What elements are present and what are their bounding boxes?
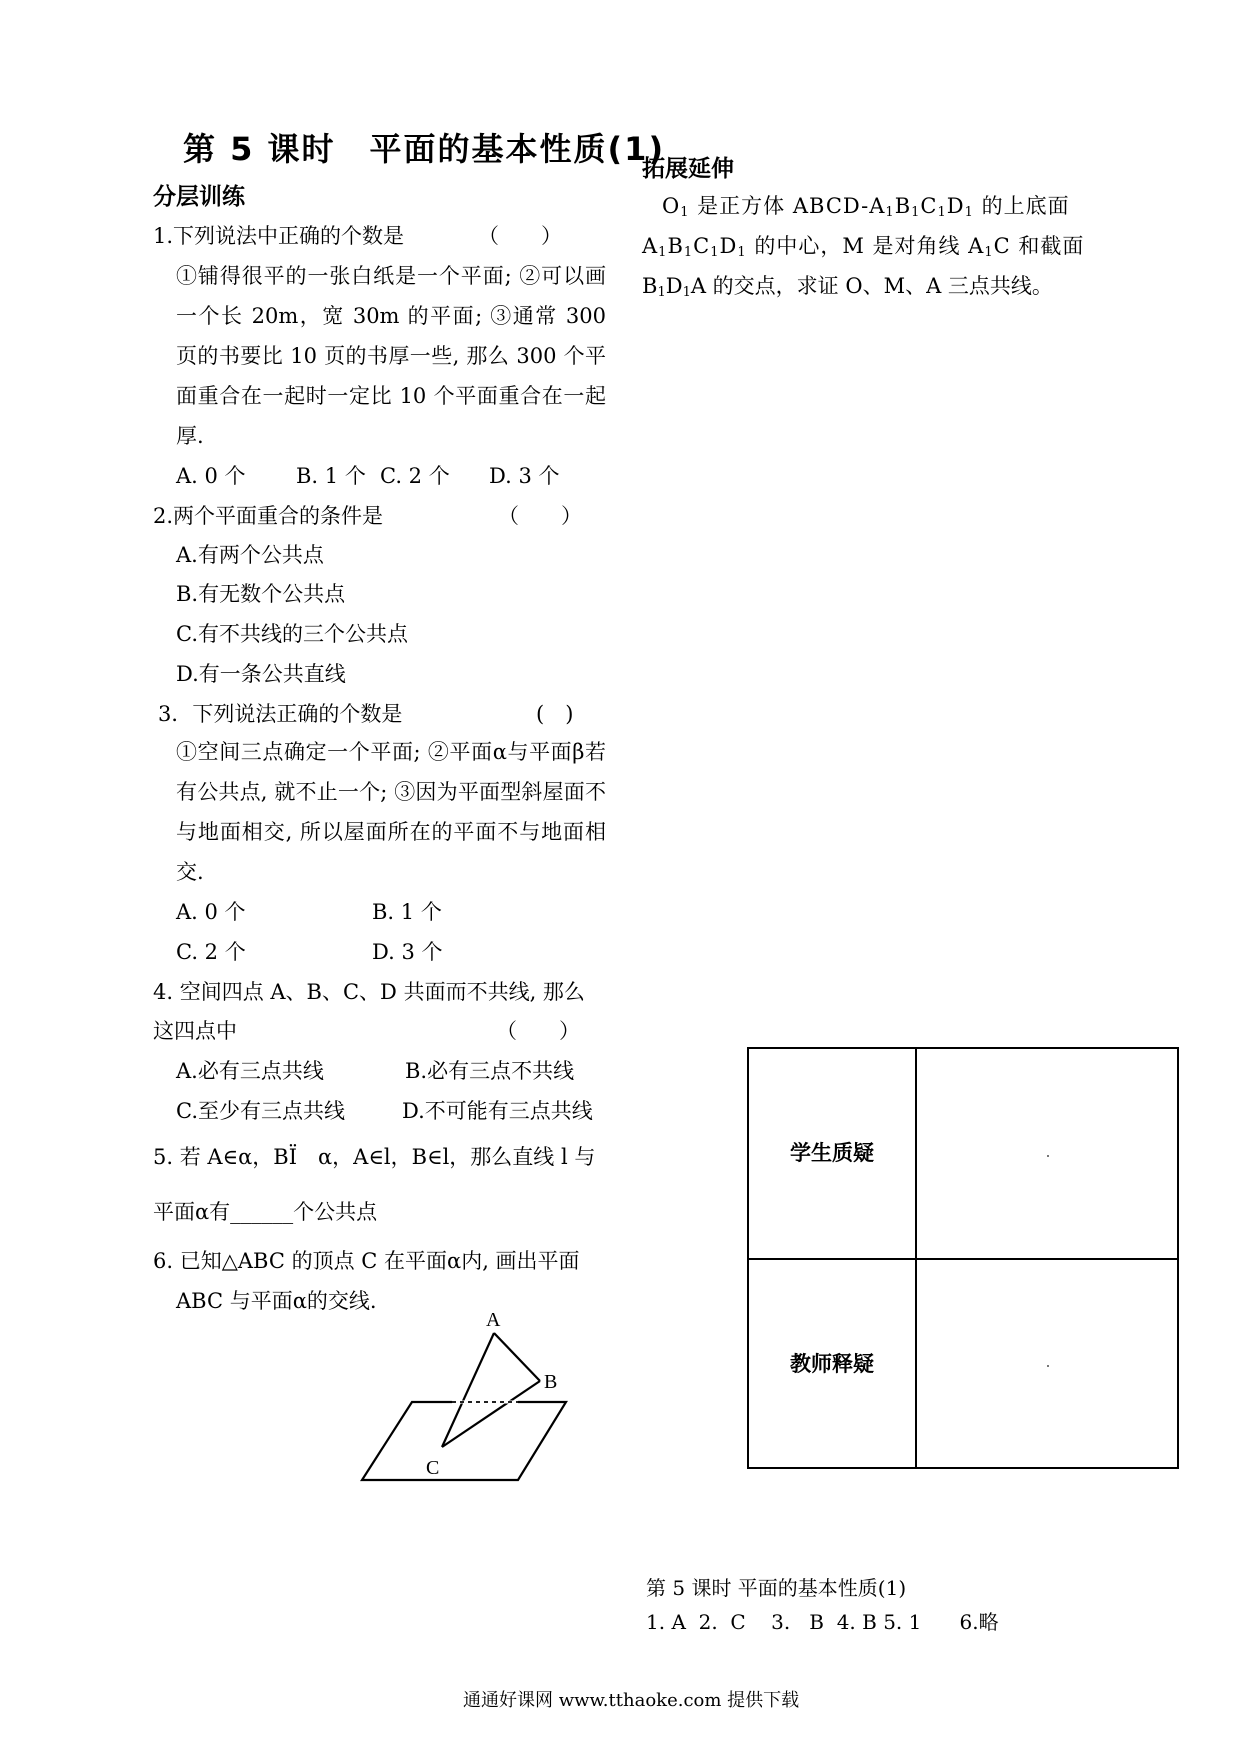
q6-line1: 6. 已知△ABC 的顶点 C 在平面α内, 画出平面 [153,1249,580,1273]
extension-problem-line3: $B_1D_1A$ 的交点，求证 O、M、A 三点共线。 [642,274,1053,300]
q5-line1: 5. 若 A∈α，BÏ α，A∈l，B∈l，那么直线 l 与 [153,1145,596,1169]
q4-stem-line2: 这四点中 [153,1019,237,1043]
q3-option-c: C. 2 个 [176,940,246,964]
q1-option-c: C. 2 个 [380,464,450,488]
plane-alpha-parallelogram [362,1402,566,1480]
q1-option-a: A. 0 个 [176,464,246,488]
extension-problem-line1: $O_1$ 是正方体 ABCD-$A_1B_1C_1D_1$ 的上底面 [662,194,1070,220]
q4-option-c: C.至少有三点共线 [176,1099,345,1123]
q1-option-d: D. 3 个 [489,464,560,488]
q1-answer-paren: （ ） [478,224,562,248]
q2-option-c: C.有不共线的三个公共点 [176,622,408,646]
q3-option-b: B. 1 个 [372,900,442,924]
triangle-side-ab [494,1333,540,1381]
section-heading-training: 分层训练 [153,184,245,210]
q1-body: ①铺得很平的一张白纸是一个平面; ②可以画一个长 20m，宽 30m 的平面; ③通常 300 页的书要比 10 页的书厚一些, 那么 300 个平面重合在一起时一定比 10 个平面重合在一起厚. [176,264,606,448]
q6-line2: ABC 与平面α的交线. [176,1289,377,1313]
answers-list: 1. A 2. C 3. B 4. B 5. 1 6.略 [646,1610,999,1634]
teacher-answer-label: 教师释疑 [790,1352,874,1376]
student-question-cell[interactable] [917,1049,1177,1258]
q1-option-b: B. 1 个 [296,464,366,488]
q4-option-d: D.不可能有三点共线 [402,1099,593,1123]
q4-option-a: A.必有三点共线 [176,1059,324,1083]
q4-answer-paren: （ ） [496,1019,580,1043]
answers-title: 第 5 课时 平面的基本性质(1) [646,1576,907,1600]
footer-credit: 通通好课网 www.tthaoke.com 提供下载 [463,1690,800,1711]
q3-body: ①空间三点确定一个平面; ②平面α与平面β若有公共点, 就不止一个; ③因为平面型斜屋面不与地面相交, 所以屋面所在的平面不与地面相交. [176,740,606,884]
q5-line2: 平面α有______个公共点 [153,1200,378,1224]
q4-stem-line1: 4. 空间四点 A、B、C、D 共面而不共线, 那么 [153,980,585,1004]
section-heading-extension: 拓展延伸 [642,156,734,182]
vertex-label-b: B [544,1371,558,1393]
vertex-label-a: A [486,1309,501,1331]
qa-table [747,1047,1179,1469]
q3-option-d: D. 3 个 [372,940,443,964]
student-question-label: 学生质疑 [790,1141,874,1165]
teacher-answer-cell[interactable] [917,1260,1177,1467]
q4-option-b: B.必有三点不共线 [405,1059,575,1083]
q2-option-b: B.有无数个公共点 [176,582,346,606]
q2-stem: 2.两个平面重合的条件是 [153,504,384,528]
q2-answer-paren: （ ） [498,504,582,528]
q2-option-d: D.有一条公共直线 [176,662,346,686]
q3-answer-paren: ( ) [536,702,574,726]
vertex-label-c: C [426,1457,440,1479]
q2-option-a: A.有两个公共点 [176,543,324,567]
q3-stem: 3．下列说法正确的个数是 [158,702,403,726]
page-title: 第 5 课时 平面的基本性质(1) [183,130,666,168]
q3-option-a: A. 0 个 [176,900,246,924]
extension-problem-line2: $A_1B_1C_1D_1$ 的中心，M 是对角线 $A_1C$ 和截面 [642,234,1085,260]
q1-stem: 1.下列说法中正确的个数是 [153,224,405,248]
